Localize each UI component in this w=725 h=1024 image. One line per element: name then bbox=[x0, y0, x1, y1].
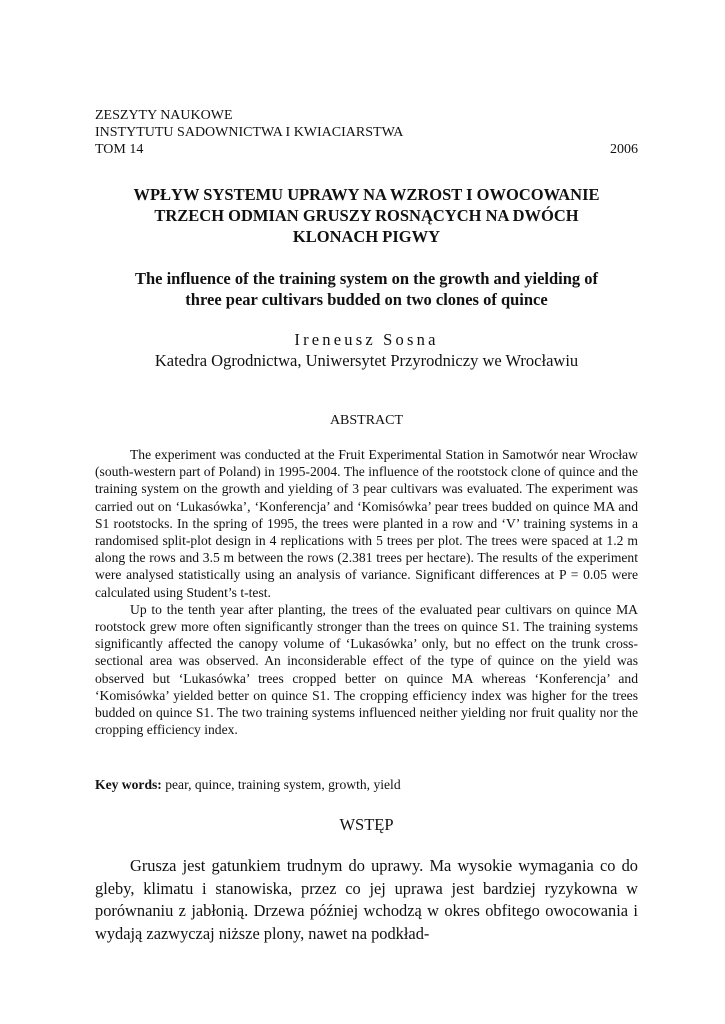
abstract-heading: ABSTRACT bbox=[329, 413, 404, 428]
volume-row bbox=[95, 141, 638, 158]
volume-number: TOM 14 bbox=[95, 142, 144, 157]
polish-title-line3: KLONACH PIGWY bbox=[292, 227, 441, 246]
author-affiliation: Katedra Ogrodnictwa, Uniwersytet Przyrodniczy we Wrocławiu bbox=[154, 351, 579, 370]
abstract-paragraph: The experiment was conducted at the Fruit Experimental Station in Samotwór near Wrocław (south-western part of Poland) in 1995-2004. The influence of the rootstock clone of quince and the training system on the growth and yielding of 3 pear cultivars was evaluated. The experiment was carried out on ‘Lukasówka’, ‘Konferencja’ and ‘Komisówka’ pear trees budded on quince MA and S1 rootstocks. In the spring of 1995, the trees were planted in a row and ‘V’ training systems in a randomised split-plot design in 4 replications with 5 trees per plot. The trees were spaced at 1.2 m along the rows and 3.5 m between the rows (2.381 trees per hectare). The results of the experiment were analysed statistically using an analysis of variance. Significant differences at P = 0.05 were calculated using Student’s t-test. bbox=[95, 447, 638, 600]
author-name: Ireneusz Sosna bbox=[294, 330, 439, 349]
journal-name-line2: INSTYTUTU SADOWNICTWA I KWIACIARSTWA bbox=[95, 125, 404, 140]
keywords-text: pear, quince, training system, growth, yield bbox=[161, 777, 401, 792]
journal-header bbox=[95, 107, 638, 158]
section-paragraph: Grusza jest gatunkiem trudnym do uprawy. Ma wysokie wymagania co do gleby, klimatu i stanowiska, przez co jej uprawa jest bardziej ryzykowna w porównaniu z jabłonią. Drzewa później wchodzą w okres obfitego owocowania i wydają zazwyczaj niższe plony, nawet na podkład- bbox=[95, 856, 638, 943]
section-body bbox=[95, 855, 638, 945]
abstract-body bbox=[95, 446, 638, 738]
polish-title bbox=[95, 184, 638, 247]
abstract-paragraph: Up to the tenth year after planting, the trees of the evaluated pear cultivars on quince MA rootstock grew more often significantly stronger than the trees on quince S1. The training systems significantly affected the canopy volume of ‘Lukasówka’ only, but no effect on the trunk cross-sectional area was observed. An inconsiderable effect of the type of quince on the yield was observed but ‘Lukasówka’ trees cropped better on quince MA whereas ‘Konferencja’ and ‘Komisówka’ yielded better on quince S1. The cropping efficiency index was higher for the trees budded on quince S1. The two training systems influenced neither yielding nor fruit quality nor the cropping efficiency index. bbox=[95, 601, 638, 738]
section-heading: WSTĘP bbox=[339, 815, 394, 834]
english-title bbox=[95, 268, 638, 310]
journal-name-line1: ZESZYTY NAUKOWE bbox=[95, 108, 233, 123]
publication-year: 2006 bbox=[610, 142, 638, 157]
keywords-label: Key words: bbox=[95, 777, 162, 792]
polish-title-line1: WPŁYW SYSTEMU UPRAWY NA WZROST I OWOCOWANIE bbox=[133, 185, 600, 204]
english-title-line2: three pear cultivars budded on two clones of quince bbox=[185, 290, 548, 309]
polish-title-line2: TRZECH ODMIAN GRUSZY ROSNĄCYCH NA DWÓCH bbox=[154, 206, 579, 225]
english-title-line1: The influence of the training system on the growth and yielding of bbox=[134, 269, 599, 288]
keywords bbox=[95, 776, 638, 793]
